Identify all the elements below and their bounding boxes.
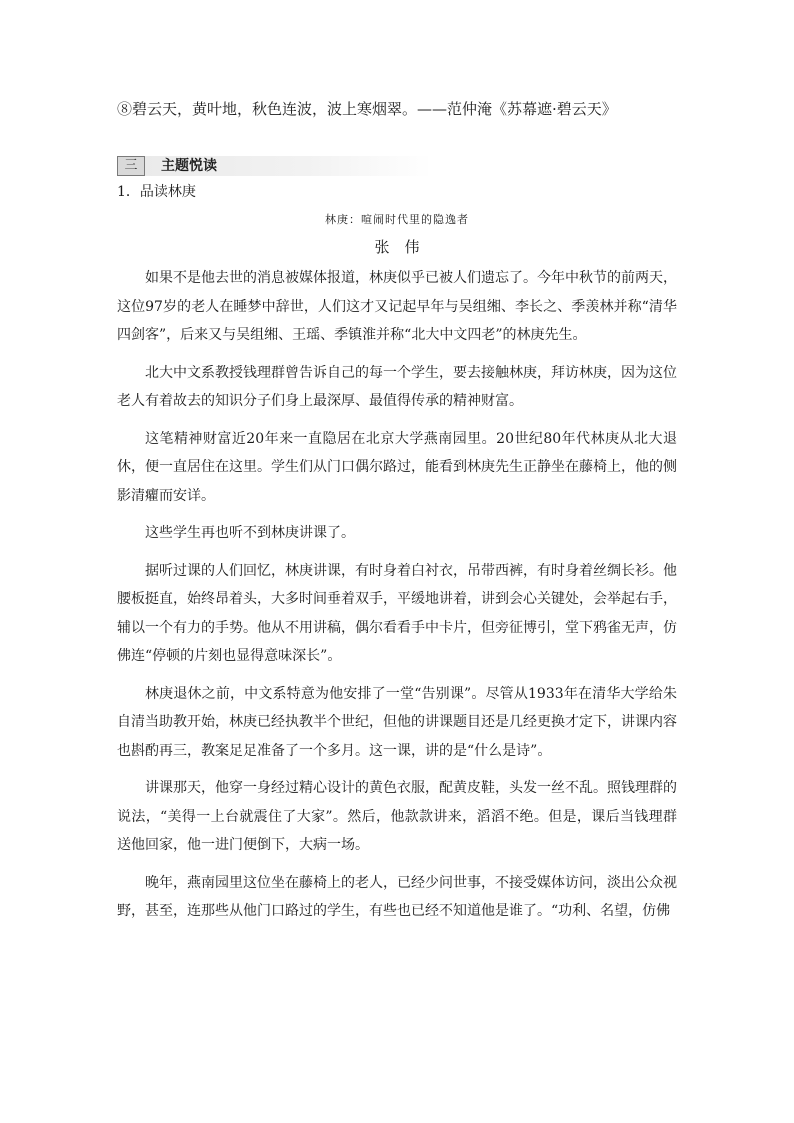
- article-author: 张 伟: [374, 238, 420, 256]
- paragraph: 如果不是他去世的消息被媒体报道，林庚似乎已被人们遗忘了。今年中秋节的前两天，这位97岁的老人在睡梦中辞世，人们这才又记起早年与吴组缃、李长之、季羡林并称“清华四剑客”，后来又与吴组缃、王瑶、季镇淮并称“北大中文四老”的林庚先生。: [117, 270, 677, 343]
- article-body: [117, 264, 677, 935]
- poem-quote: ⑧碧云天，黄叶地，秋色连波，波上寒烟翠。——范仲淹《苏幕遮·碧云天》: [117, 100, 617, 118]
- section-title: 主题悦读: [161, 158, 217, 174]
- paragraph: 讲课那天，他穿一身经过精心设计的黄色衣服，配黄皮鞋，头发一丝不乱。照钱理群的说法，“美得一上台就震住了大家”。然后，他款款讲来，滔滔不绝。但是，课后当钱理群送他回家，他一进门便倒下，大病一场。: [117, 780, 677, 853]
- article-title: 林庚：喧闹时代里的隐逸者: [325, 213, 469, 226]
- paragraph: 据听过课的人们回忆，林庚讲课，有时身着白衬衣，吊带西裤，有时身着丝绸长衫。他腰板挺直，始终昂着头，大多时间垂着双手，平缓地讲着，讲到会心关键处，会举起右手，辅以一个有力的手势。他从不用讲稿，偶尔看看手中卡片，但旁征博引，堂下鸦雀无声，仿佛连“停顿的片刻也显得意味深长”。: [117, 562, 677, 664]
- section-number-badge: 三: [117, 156, 145, 176]
- section-header: [117, 156, 432, 176]
- paragraph: 北大中文系教授钱理群曾告诉自己的每一个学生，要去接触林庚，拜访林庚，因为这位老人有着故去的知识分子们身上最深厚、最值得传承的精神财富。: [117, 364, 677, 409]
- paragraph: 这笔精神财富近20年来一直隐居在北京大学燕南园里。20世纪80年代林庚从北大退休，便一直居住在这里。学生们从门口偶尔路过，能看到林庚先生正静坐在藤椅上，他的侧影清癯而安详。: [117, 430, 677, 504]
- paragraph: 晚年，燕南园里这位坐在藤椅上的老人，已经少问世事，不接受媒体访问，淡出公众视野，甚至，连那些从他门口路过的学生，有些也已经不知道他是谁了。“功利、名望，仿佛: [117, 874, 677, 919]
- paragraph: 林庚退休之前，中文系特意为他安排了一堂“告别课”。尽管从1933年在清华大学给朱自清当助教开始，林庚已经执教半个世纪，但他的讲课题目还是几经更换才定下，讲课内容也斟酌再三，教案足足准备了一个多月。这一课，讲的是“什么是诗”。: [117, 685, 677, 759]
- paragraph: 这些学生再也听不到林庚讲课了。: [145, 525, 355, 541]
- subheading: 1．品读林庚: [117, 184, 196, 200]
